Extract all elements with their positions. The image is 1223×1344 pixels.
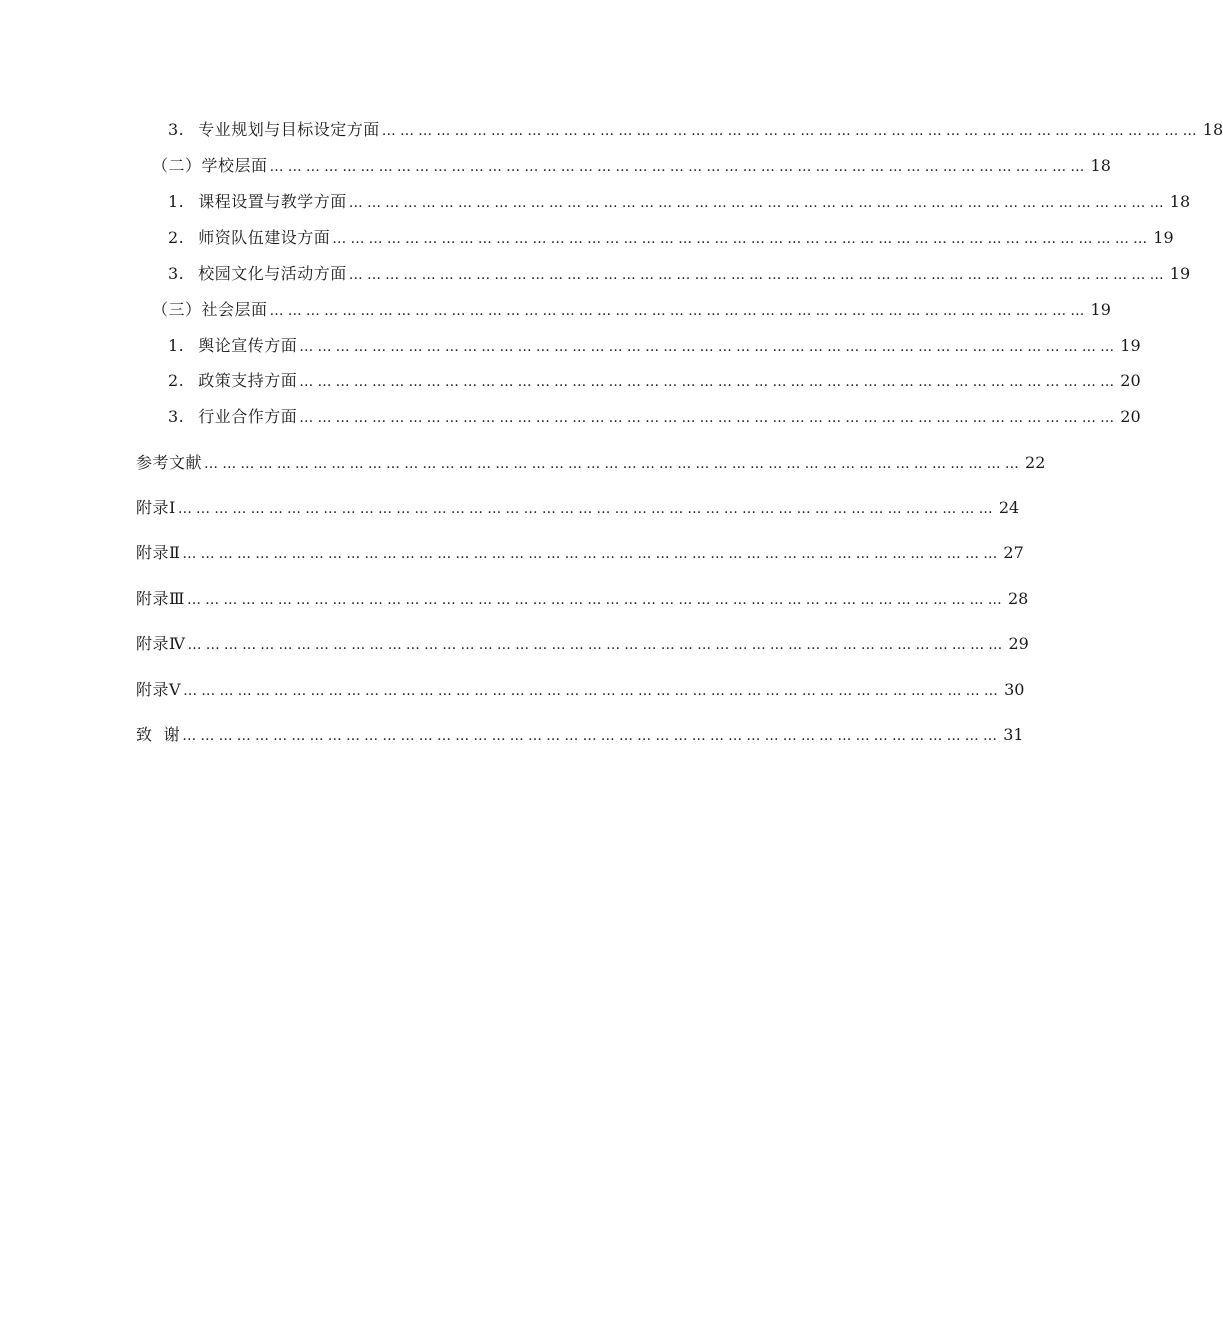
toc-entry-label [168, 228, 330, 248]
toc-entry[interactable] [136, 680, 1025, 700]
toc-entry[interactable] [136, 589, 1029, 609]
toc-entry-label [168, 336, 297, 356]
toc-entry-page: 19 [1153, 228, 1174, 247]
toc-entry-title: 行业合作方面 [198, 407, 298, 426]
dot-leader: ……………………………………………………………………………………………………………………… [299, 410, 1119, 426]
dot-leader: ……………………………………………………………………………………………………………………… [177, 501, 997, 517]
toc-entry-title: 政策支持方面 [198, 371, 298, 390]
toc-entry-title: 附录Ⅲ [136, 589, 185, 608]
toc-entry-label [168, 192, 347, 212]
toc-entry-label [136, 498, 176, 518]
toc-entry-label [152, 156, 268, 176]
toc-entry-number: 3. [168, 120, 185, 139]
toc-entry[interactable] [168, 228, 1174, 248]
toc-entry-label [136, 680, 181, 700]
toc-entry-label [152, 300, 268, 320]
toc-entry[interactable] [136, 725, 1024, 745]
toc-entry[interactable] [168, 120, 1223, 140]
toc-entry[interactable] [152, 300, 1111, 320]
toc-entry-label [168, 407, 297, 427]
toc-entry-page: 18 [1202, 120, 1223, 139]
dot-leader: ……………………………………………………………………………………………………………………… [269, 159, 1089, 175]
toc-entry-page: 28 [1007, 589, 1029, 608]
toc-entry[interactable] [136, 453, 1046, 473]
dot-leader: ……………………………………………………………………………………………………………………… [204, 456, 1024, 472]
toc-entry-label [168, 371, 297, 391]
toc-entry-title: （二）学校层面 [152, 156, 268, 175]
toc-entry-label [136, 589, 185, 609]
toc-entry-page: 29 [1008, 634, 1029, 653]
toc-entry-title: 师资队伍建设方面 [198, 228, 331, 247]
toc-entry-title: 舆论宣传方面 [198, 336, 298, 355]
dot-leader: ……………………………………………………………………………………………………………………… [299, 339, 1119, 355]
toc-entry-title: 附录Ⅱ [136, 543, 181, 562]
toc-entry-title: 参考文献 [136, 453, 203, 472]
toc-entry[interactable] [168, 264, 1191, 284]
toc-entry[interactable] [136, 498, 1020, 518]
toc-entry-number: 3. [168, 407, 185, 426]
dot-leader: ……………………………………………………………………………………………………………………… [348, 267, 1168, 283]
toc-entry-page: 18 [1169, 192, 1191, 211]
toc-entry-number: 1. [168, 336, 185, 355]
dot-leader: ……………………………………………………………………………………………………………………… [183, 683, 1003, 699]
dot-leader: ……………………………………………………………………………………………………………………… [182, 546, 1002, 562]
toc-entry-number: 1. [168, 192, 185, 211]
toc-entry-number: 3. [168, 264, 185, 283]
toc-entry-title: 专业规划与目标设定方面 [198, 120, 380, 139]
toc-entry[interactable] [136, 634, 1029, 654]
toc-entry-number: 2. [168, 371, 185, 390]
toc-entry-title: 校园文化与活动方面 [198, 264, 347, 283]
toc-entry-page: 27 [1003, 543, 1024, 562]
toc-entry-label [136, 453, 202, 473]
dot-leader: ……………………………………………………………………………………………………………………… [269, 303, 1089, 319]
toc-entry-title: （三）社会层面 [152, 300, 268, 319]
toc-entry[interactable] [168, 407, 1141, 427]
toc-entry-page: 19 [1169, 264, 1191, 283]
toc-entry[interactable] [168, 336, 1141, 356]
dot-leader: ……………………………………………………………………………………………………………………… [381, 123, 1201, 139]
toc-entry-title: 致 谢 [136, 725, 181, 744]
toc-entry-page: 24 [998, 498, 1020, 517]
toc-entry-page: 19 [1120, 336, 1141, 355]
dot-leader: ……………………………………………………………………………………………………………………… [332, 231, 1152, 247]
toc-entry-page: 20 [1120, 407, 1141, 426]
toc-entry-number: 2. [168, 228, 185, 247]
toc-entry-label [136, 725, 180, 745]
toc-entry-page: 31 [1003, 725, 1024, 744]
toc-entry-page: 20 [1120, 371, 1141, 390]
toc-entry-label [136, 543, 180, 563]
toc-entry-page: 22 [1025, 453, 1046, 472]
toc-entry-page: 30 [1004, 680, 1025, 699]
dot-leader: ……………………………………………………………………………………………………………………… [182, 728, 1002, 744]
dot-leader: ……………………………………………………………………………………………………………………… [299, 374, 1119, 390]
dot-leader: ……………………………………………………………………………………………………………………… [348, 195, 1168, 211]
toc-entry-label [168, 120, 380, 140]
toc-entry[interactable] [168, 371, 1141, 391]
toc-entry-title: 附录Ⅳ [136, 634, 186, 653]
toc-entry[interactable] [152, 156, 1111, 176]
toc-entry-page: 19 [1090, 300, 1111, 319]
toc-entry[interactable] [136, 543, 1024, 563]
toc-entry-label [136, 634, 186, 654]
toc-entry-title: 附录Ⅰ [136, 498, 176, 517]
toc-entry-title: 附录Ⅴ [136, 680, 182, 699]
toc-entry-title: 课程设置与教学方面 [198, 192, 347, 211]
dot-leader: ……………………………………………………………………………………………………………………… [187, 637, 1007, 653]
toc-entry[interactable] [168, 192, 1191, 212]
toc-entry-label [168, 264, 347, 284]
dot-leader: ……………………………………………………………………………………………………………………… [186, 592, 1006, 608]
toc-entry-page: 18 [1090, 156, 1111, 175]
